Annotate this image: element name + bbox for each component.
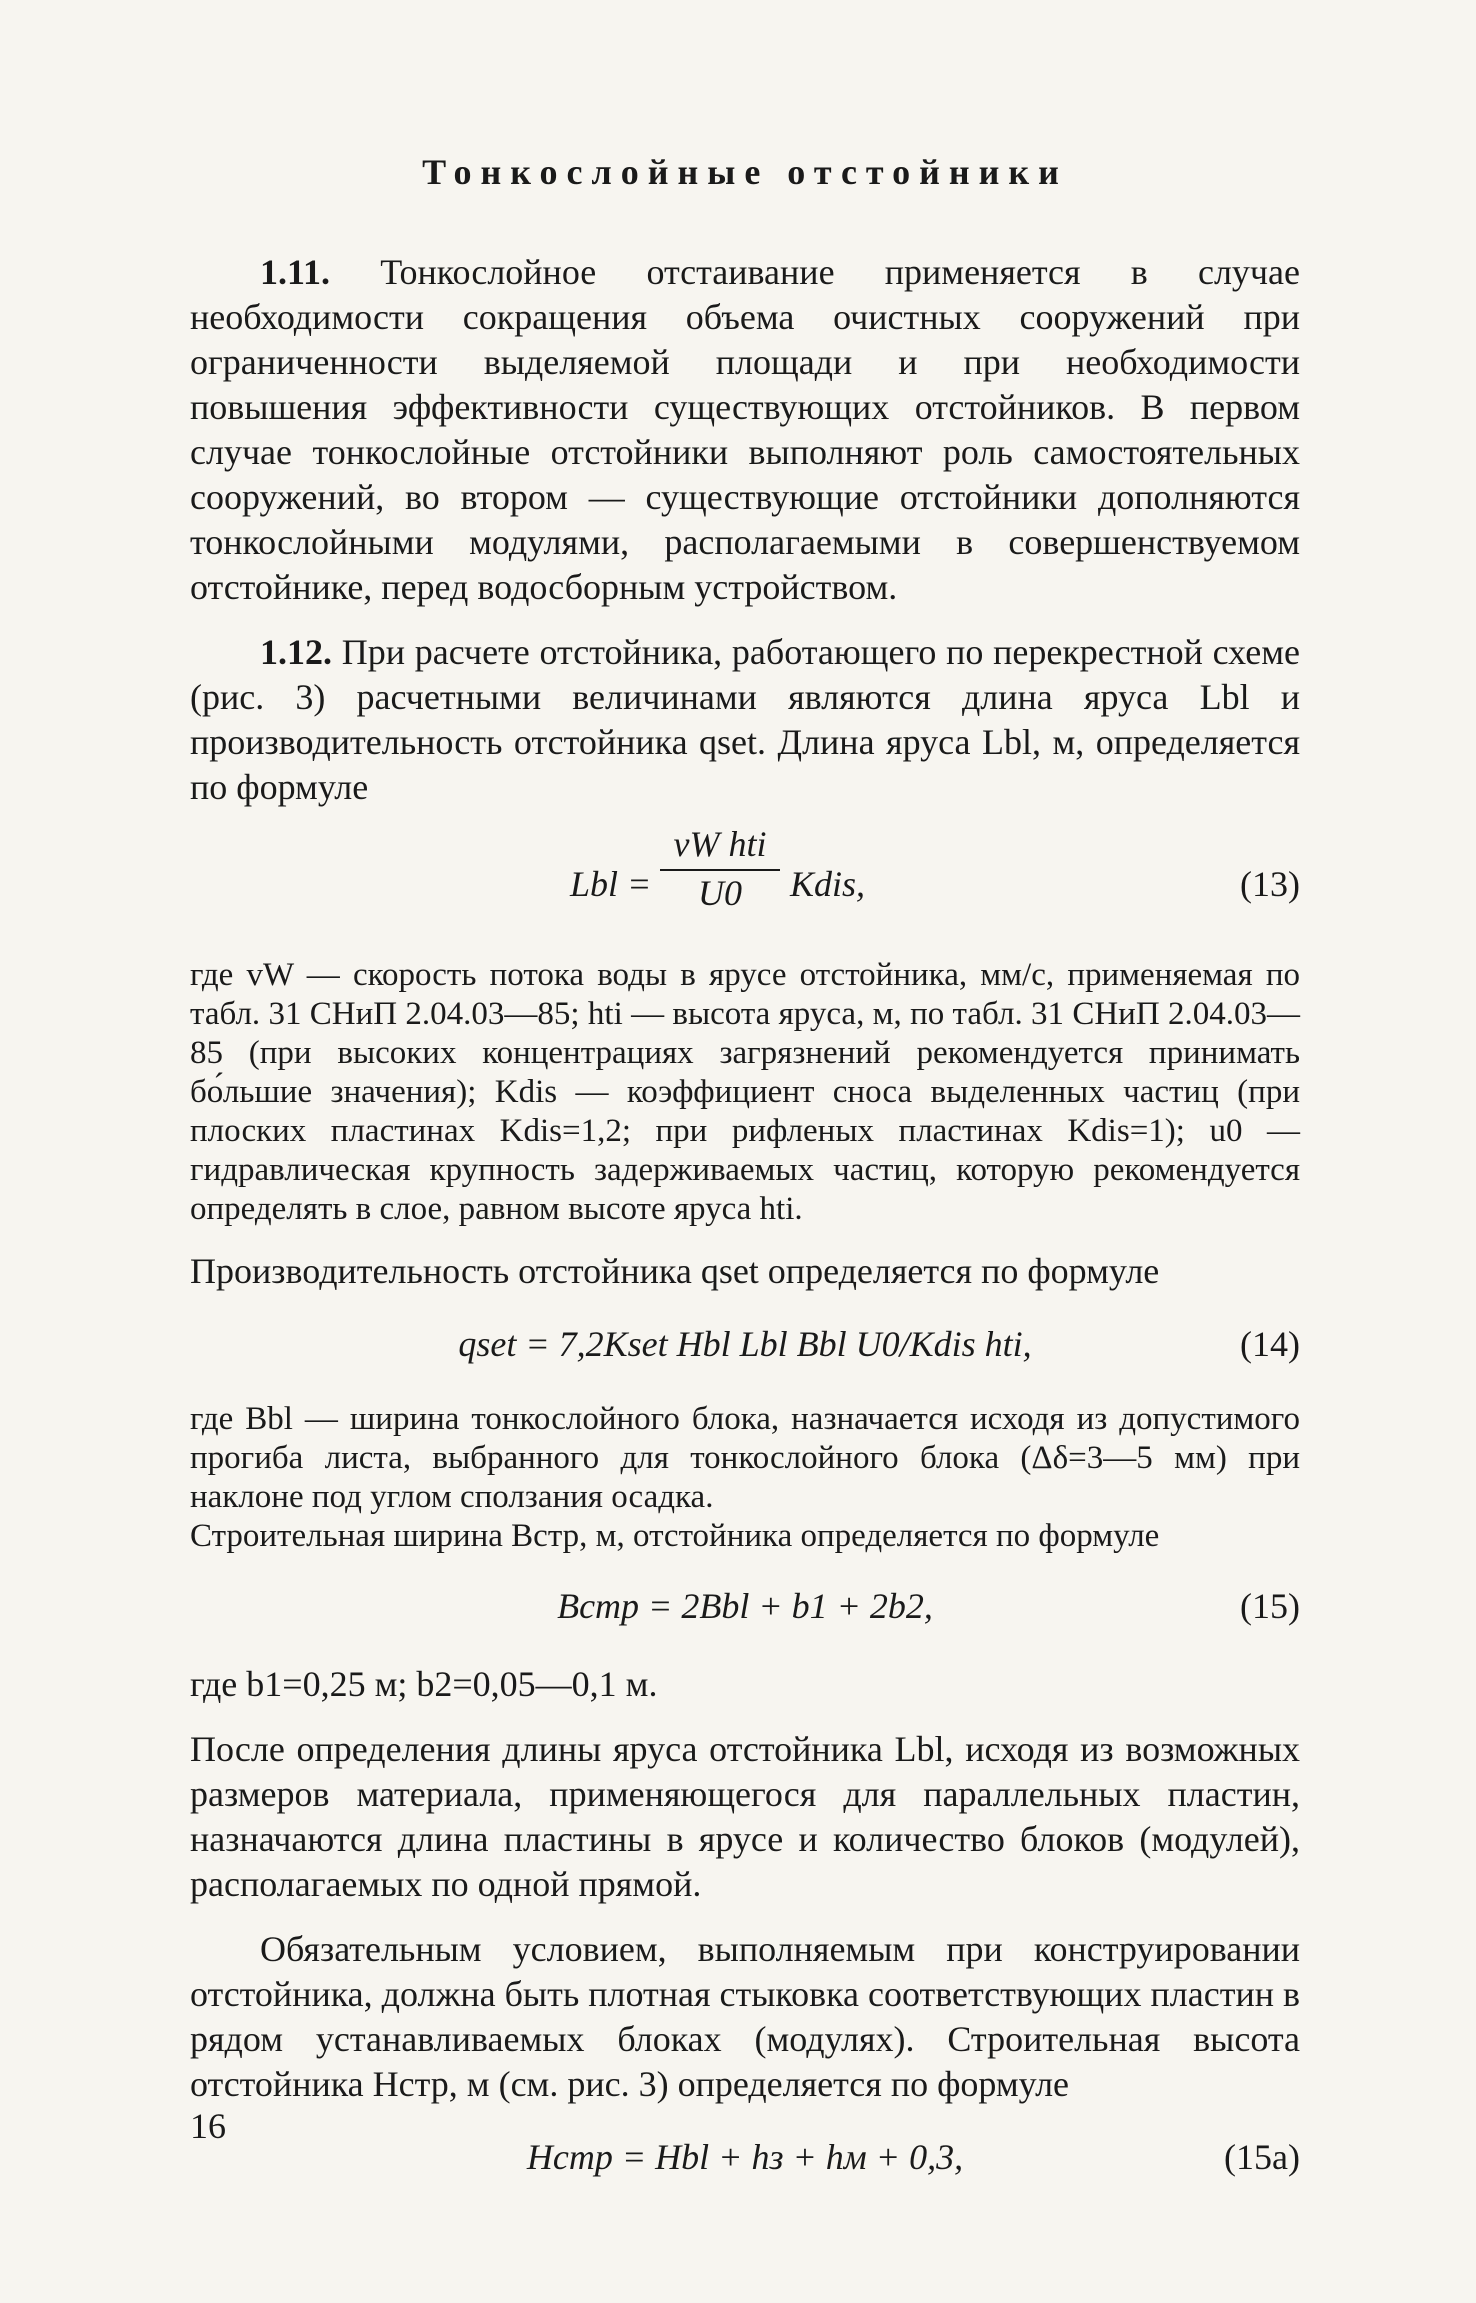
formula-lhs: Lbl = [570,864,652,904]
build-width-text: Строительная ширина Bстр, м, отстойника определяется по формуле [190,1518,1160,1554]
equation-number: (15) [1240,1586,1300,1626]
fraction-denominator: U0 [698,873,742,913]
formula-15 [190,1574,1300,1644]
document-page [190,150,1300,2213]
formula-rhs: Kdis, [790,864,866,904]
formula-expression: Hстр = Hbl + hз + hм + 0,3, [526,2137,964,2177]
formula-expression: qset = 7,2Kset Hbl Lbl Bbl U0/Kdis hti, [458,1324,1032,1364]
obligatory-text: Обязательным условием, выполняемым при конструировании отстойника, должна быть плотная стыковка соответствующих пластин в рядом устанавливаемых блоках (модулях). Строительная высота отстойника Hстр, м (см. рис. 3) определяется по формуле [190,1929,1300,2104]
section-heading: Тонкослойные отстойники [422,152,1068,192]
paragraph-text: При расчете отстойника, работающего по перекрестной схеме (рис. 3) расчетными величинами являются длина яруса Lbl и производительность отстойника qset. Длина яруса Lbl, м, определяется по формуле [190,632,1301,807]
paragraph-1-12 [190,630,1300,810]
formula-expression: Bстр = 2Bbl + b1 + 2b2, [557,1586,933,1626]
formula-15a [190,2125,1300,2195]
equation-number: (14) [1240,1324,1300,1364]
equation-number: (13) [1240,864,1300,904]
productivity-text: Производительность отстойника qset определяется по формуле [190,1251,1160,1291]
fraction-numerator: vW hti [660,822,780,871]
formula-fraction [660,822,780,916]
paragraph-number: 1.12. [260,632,332,672]
equation-number: (15а) [1224,2137,1300,2177]
paragraph-number: 1.11. [260,252,331,292]
paragraph-text: Тонкослойное отстаивание применяется в случае необходимости сокращения объема очистных сооружений при ограниченности выделяемой площади и при необходимости повышения эффективности существующих отстойников. В первом случае тонкослойные отстойники выполняют роль самостоятельных сооружений, во втором — существующие отстойники дополняются тонкослойными модулями, располагаемыми в совершенствуемом отстойнике, перед водосборным устройством. [190,252,1300,607]
formula-14 [190,1312,1300,1382]
definitions-13: где vW — скорость потока воды в ярусе отстойника, мм/с, применяемая по табл. 31 СНиП 2.04.03—85; hti — высота яруса, м, по табл. 31 СНиП 2.04.03—85 (при высоких концентрациях загрязнений рекомендуется принимать бо́льшие значения); Kdis — коэффициент сноса выделенных частиц (при плоских пластинах Kdis=1,2; при рифленых пластинах Kdis=1); u0 — гидравлическая крупность задерживаемых частиц, которую рекомендуется определять в слое, равном высоте яруса hti. [190,957,1300,1227]
after-text: После определения длины яруса отстойника Lbl, исходя из возможных размеров материала, применяющегося для параллельных пластин, назначаются длина пластины в ярусе и количество блоков (модулей), располагаемых по одной прямой. [190,1729,1300,1904]
page-number: 16 [190,2106,226,2146]
definitions-14: где Bbl — ширина тонкослойного блока, назначается исходя из допустимого прогиба листа, выбранного для тонкослойного блока (Δδ=3—5 мм) при наклоне под углом сползания осадка. [190,1401,1300,1515]
formula-13 [190,822,1300,942]
definitions-15: где b1=0,25 м; b2=0,05—0,1 м. [190,1664,658,1704]
paragraph-1-11 [190,250,1300,610]
